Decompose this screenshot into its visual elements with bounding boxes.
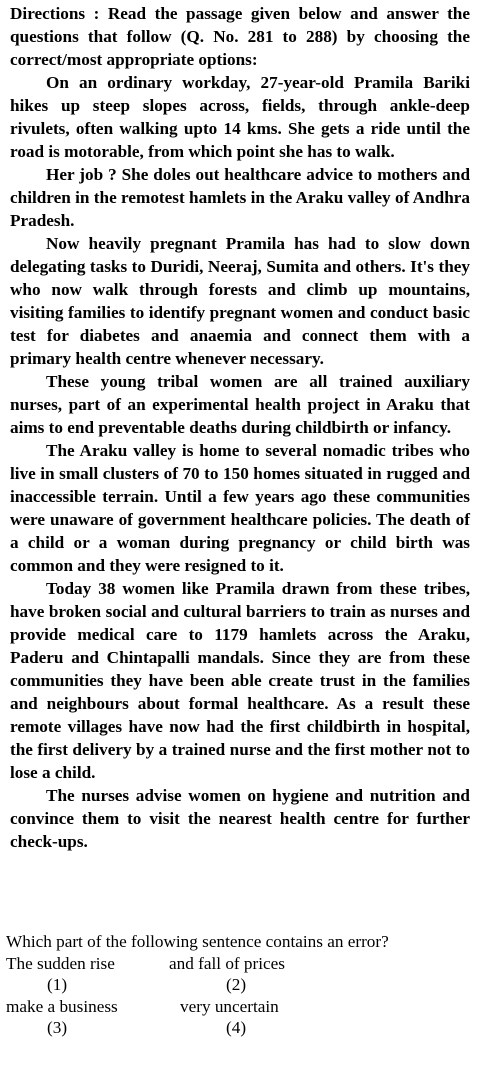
part-1-number: (1) <box>47 975 68 994</box>
reading-passage <box>10 2 470 853</box>
passage-paragraph-3: Now heavily pregnant Pramila has had to slow down delegating tasks to Duridi, Neeraj, Sumita and others. It's they who now walk through forests and climb up mountains, visiting families to identify pregnant women and conduct basic test for diabetes and anaemia and connect them with a primary health centre whenever necessary. <box>10 234 470 368</box>
passage-paragraph-6: Today 38 women like Pramila drawn from these tribes, have broken social and cultural barriers to train as nurses and provide medical care to 1179 hamlets across the Araku, Paderu and Chintapalli mandals. Since they are from these communities they have been able create trust in the families and neighbours about formal healthcare. As a result these remote villages have now had the first childbirth in hospital, the first delivery by a trained nurse and the first mother not to lose a child. <box>10 579 470 782</box>
sentence-part-1-text: The sudden rise <box>6 953 115 973</box>
sentence-parts-row-2 <box>6 996 476 1018</box>
passage-paragraph-4: These young tribal women are all trained auxiliary nurses, part of an experimental health project in Araku that aims to end preventable deaths during childbirth or infancy. <box>10 372 470 437</box>
part-4-number: (4) <box>226 1018 247 1037</box>
directions-text: Directions : Read the passage given below and answer the questions that follow (Q. No. 281 to 288) by choosing the correct/most appropriate options: <box>10 4 470 69</box>
passage-paragraph-5: The Araku valley is home to several nomadic tribes who live in small clusters of 70 to 150 homes situated in rugged and inaccessible terrain. Until a few years ago these communities were unaware of government healthcare policies. The death of a child or a woman during pregnancy or child birth was common and they were resigned to it. <box>10 441 470 575</box>
part-numbers-row-1 <box>6 974 476 996</box>
question-block <box>6 931 476 1039</box>
part-numbers-row-2 <box>6 1017 476 1039</box>
sentence-part-4-text: very uncertain <box>180 996 279 1016</box>
passage-paragraph-2: Her job ? She doles out healthcare advice to mothers and children in the remotest hamlets in the Araku valley of Andhra Pradesh. <box>10 165 470 230</box>
part-3-number: (3) <box>47 1018 68 1037</box>
question-prompt: Which part of the following sentence contains an error? <box>6 932 389 951</box>
passage-paragraph-7: The nurses advise women on hygiene and nutrition and convince them to visit the nearest health centre for further check-ups. <box>10 786 470 851</box>
sentence-part-2-text: and fall of prices <box>169 953 285 973</box>
sentence-part-3-text: make a business <box>6 996 118 1016</box>
passage-paragraph-1: On an ordinary workday, 27-year-old Pramila Bariki hikes up steep slopes across, fields, through ankle-deep rivulets, often walking upto 14 kms. She gets a ride until the road is motorable, from which point she has to walk. <box>10 73 470 161</box>
sentence-parts-row-1 <box>6 953 476 975</box>
part-2-number: (2) <box>226 975 247 994</box>
